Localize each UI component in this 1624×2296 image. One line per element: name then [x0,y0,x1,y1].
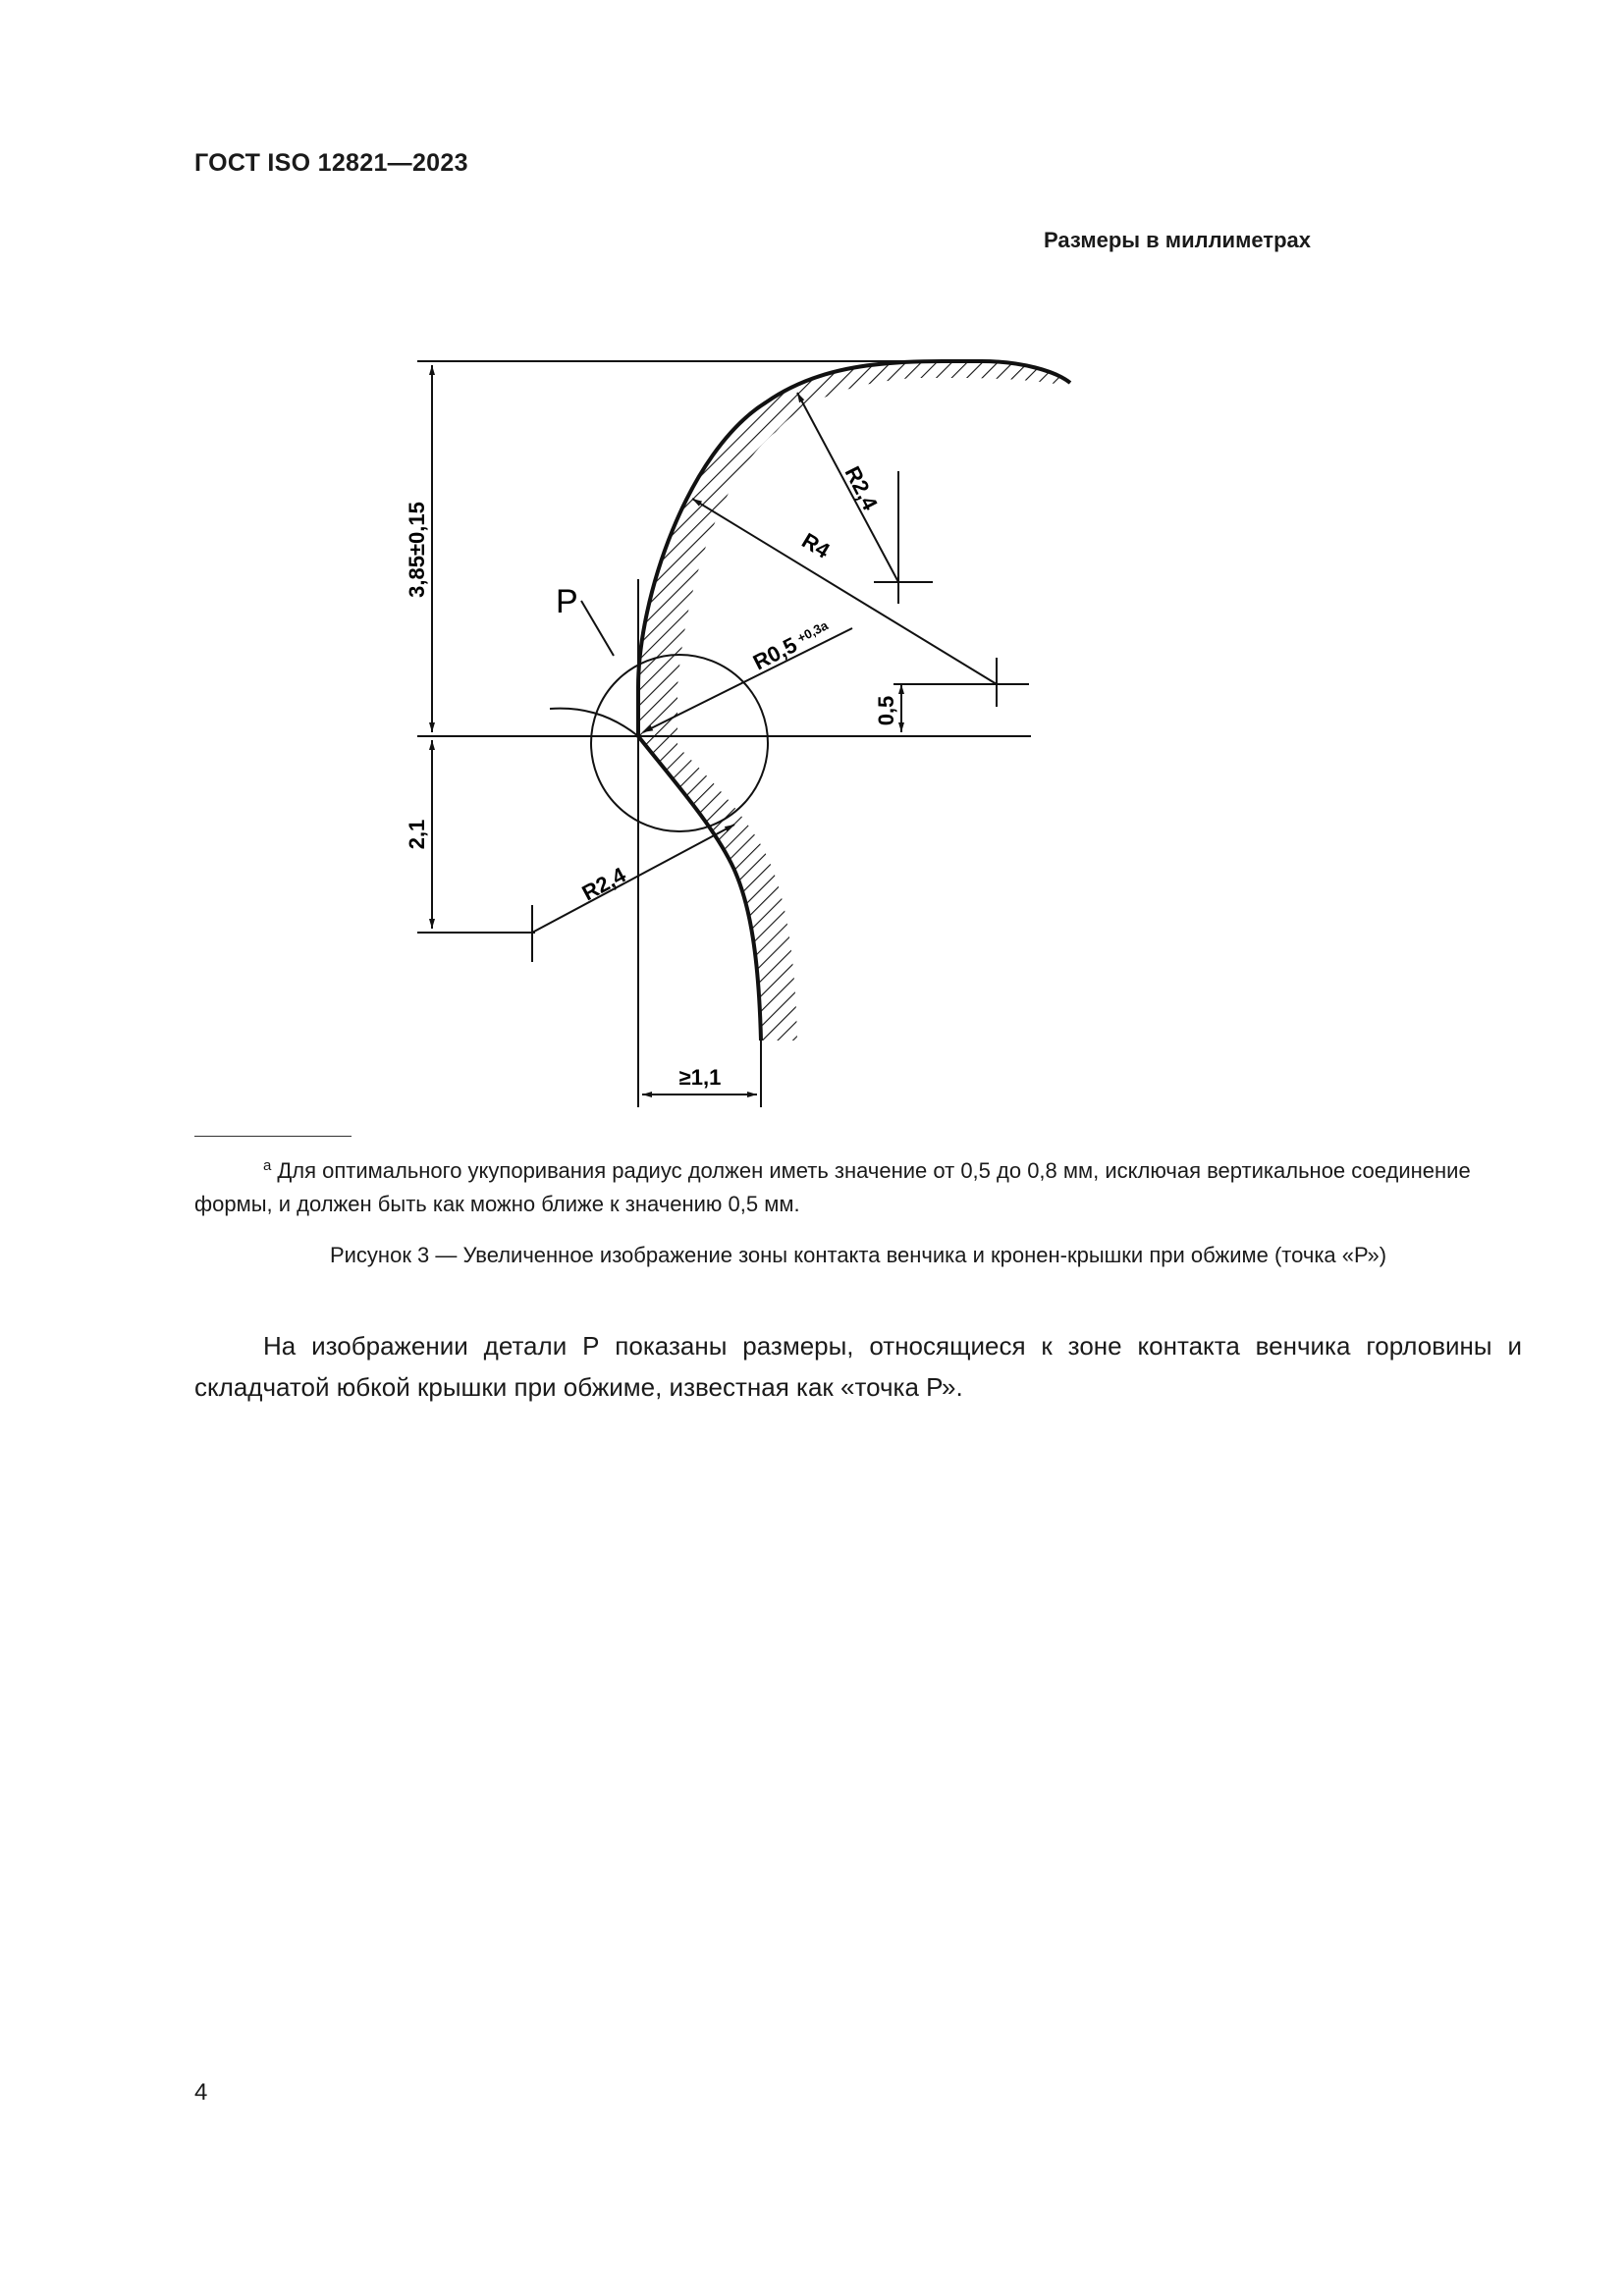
document-header: ГОСТ ISO 12821—2023 [194,149,468,177]
dim-width-min: ≥1,1 [678,1065,722,1090]
hatched-profile [638,361,1070,1041]
profile-outline [638,361,1070,1041]
footnote-rule [194,1136,352,1137]
detail-circle-p [591,655,768,831]
units-note: Размеры в миллиметрах [1044,228,1311,252]
dim-height-bottom: 2,1 [405,819,429,850]
footnote [194,1154,1522,1221]
page-number: 4 [194,2079,208,2106]
dim-offset: 0,5 [874,695,898,726]
dim-radius-top-small: R2,4 [839,461,883,514]
footnote-marker: a [263,1156,272,1174]
body-paragraph-text: На изображении детали Р показаны размеры, относящиеся к зоне контакта венчика горловины и складчатой юбкой крышки при обжиме, известная как «точка Р». [194,1331,1522,1402]
footnote-text: Для оптимального укупоривания радиус должен иметь значение от 0,5 до 0,8 мм, исключая вертикальное соединение формы, и должен быть как можно ближе к значению 0,5 мм. [194,1158,1471,1216]
dim-height-top: 3,85±0,15 [405,502,429,598]
dim-radius-contact: R0,5 [748,632,801,675]
technical-drawing [0,0,1624,1119]
body-paragraph [194,1325,1522,1408]
dim-radius-large: R4 [797,527,835,563]
dim-radius-contact-tol: +0,3a [794,617,831,646]
dim-radius-bottom: R2,4 [577,862,630,906]
detail-label-p: P [556,583,578,620]
figure-caption: Рисунок 3 — Увеличенное изображение зоны контакта венчика и кронен-крышки при обжиме (точка «Р») [329,1243,1387,1267]
